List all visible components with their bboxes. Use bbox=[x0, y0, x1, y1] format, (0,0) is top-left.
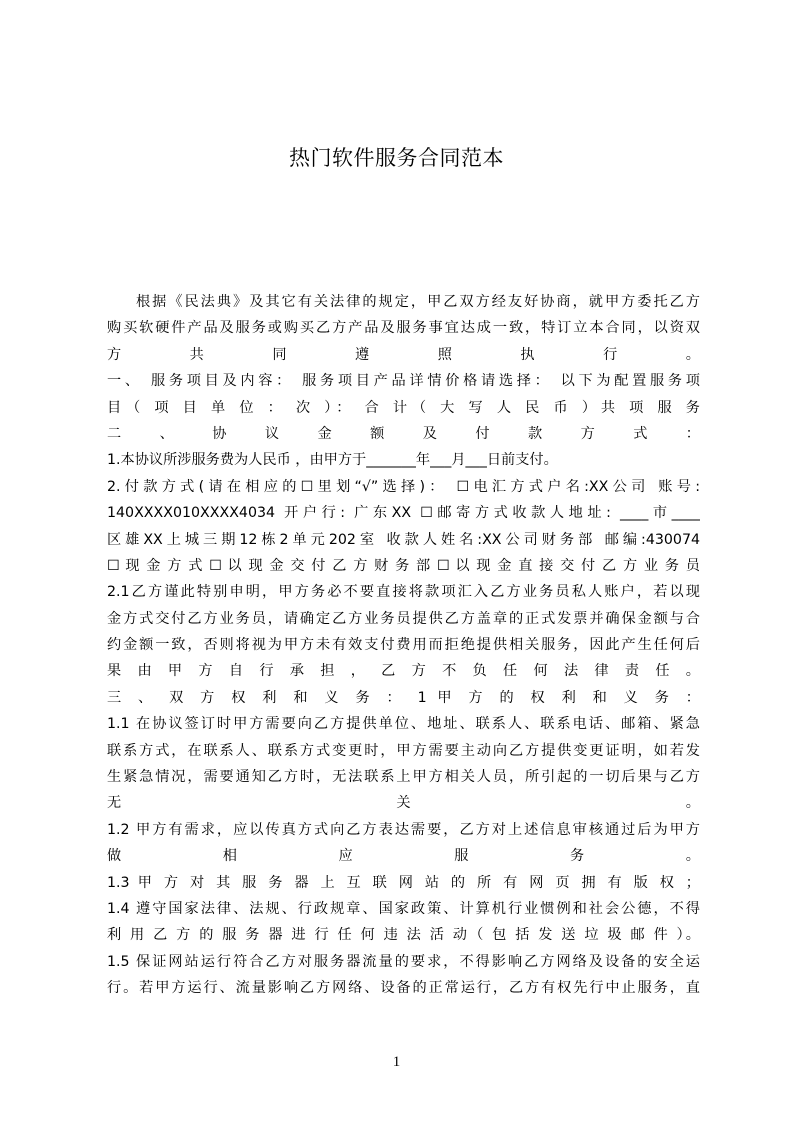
body-line: 方 共 同 遵 照 执 行 。 bbox=[107, 346, 700, 363]
body-line: 利 用 乙 方 的 服 务 器 进 行 任 何 违 法 活 动（ 包 括 发 送 垃 圾 邮 件 ）。 bbox=[107, 927, 700, 944]
body-line: 无 关 。 bbox=[107, 795, 700, 812]
body-line: 购买软硬件产品及服务或购买乙方产品及服务事宜达成一致，特订立本合同，以资双 bbox=[107, 320, 700, 337]
body-line: 1.1 在协议签订时甲方需要向乙方提供单位、地址、联系人、联系电话、邮箱、紧急 bbox=[107, 716, 700, 733]
body-line: 目（ 项 目 单 位 ： 次 ）： 合 计（ 大 写 人 民 币 ）共 项 服 务 bbox=[107, 399, 700, 416]
body-line: 根据《民法典》及其它有关法律的规定，甲乙双方经友好协商，就甲方委托乙方 bbox=[136, 294, 700, 310]
body-line: 1.本协议所涉服务费为人民币 ，由甲方于_______年___月___日前支付。 bbox=[107, 452, 558, 469]
body-line: 区雄XX上城三期12栋2单元202室 收款人姓名:XX公司财务部 邮编:430074 bbox=[107, 531, 700, 548]
body-line: 做 相 应 服 务 。 bbox=[107, 848, 700, 865]
body-line: 1.4 遵守国家法律、法规、行政规章、国家政策、计算机行业惯例和社会公德，不得 bbox=[107, 900, 700, 917]
body-line: 行。若甲方运行、流量影响乙方网络、设备的正常运行，乙方有权先行中止服务，直 bbox=[107, 980, 700, 997]
body-line: 金方式交付乙方业务员，请确定乙方业务员提供乙方盖章的正式发票并确保金额与合 bbox=[107, 610, 700, 627]
body-line: 140XXXX010XXXX4034 开户行: 广东XX ☐邮寄方式收款人地址: ____市____ bbox=[107, 505, 700, 522]
body-line: 约金额一致，否则将视为甲方未有效支付费用而拒绝提供相关服务，因此产生任何后 bbox=[107, 637, 700, 654]
body-line: ☐ 现 金 方 式 ☐ 以 现 金 交 付 乙 方 财 务 部 ☐ 以 现 金 直 接 交 付 乙 方 业 务 员 bbox=[107, 557, 700, 574]
body-line: 2.付款方式(请在相应的☐里划“√”选择)： ☐电汇方式户名:XX公司 账号: bbox=[107, 478, 700, 495]
body-line: 二 、 协 议 金 额 及 付 款 方 式 ： bbox=[107, 425, 700, 442]
document-body bbox=[107, 289, 700, 1002]
body-line: 1.2 甲方有需求，应以传真方式向乙方表达需要，乙方对上述信息审核通过后为甲方 bbox=[107, 821, 700, 838]
body-line: 1.5 保证网站运行符合乙方对服务器流量的要求，不得影响乙方网络及设备的安全运 bbox=[107, 953, 700, 970]
body-line: 一、 服务项目及内容： 服务项目产品详情价格请选择： 以下为配置服务项 bbox=[107, 373, 700, 390]
page-number: 1 bbox=[392, 1054, 401, 1070]
body-line: 联系方式，在联系人、联系方式变更时，甲方需要主动向乙方提供变更证明，如若发 bbox=[107, 742, 700, 759]
body-line: 果 由 甲 方 自 行 承 担 ， 乙 方 不 负 任 何 法 律 责 任 。 bbox=[107, 663, 700, 680]
document-title: 热门软件服务合同范本 bbox=[289, 146, 504, 170]
body-line: 2.1乙方谨此特别申明，甲方务必不要直接将款项汇入乙方业务员私人账户，若以现 bbox=[107, 584, 700, 601]
body-line: 生紧急情况，需要通知乙方时，无法联系上甲方相关人员，所引起的一切后果与乙方 bbox=[107, 769, 700, 786]
body-line: 三 、 双 方 权 利 和 义 务 ： 1 甲 方 的 权 利 和 义 务 ： bbox=[107, 689, 700, 706]
body-line: 1.3 甲 方 对 其 服 务 器 上 互 联 网 站 的 所 有 网 页 拥 有 版 权 ； bbox=[107, 874, 700, 891]
